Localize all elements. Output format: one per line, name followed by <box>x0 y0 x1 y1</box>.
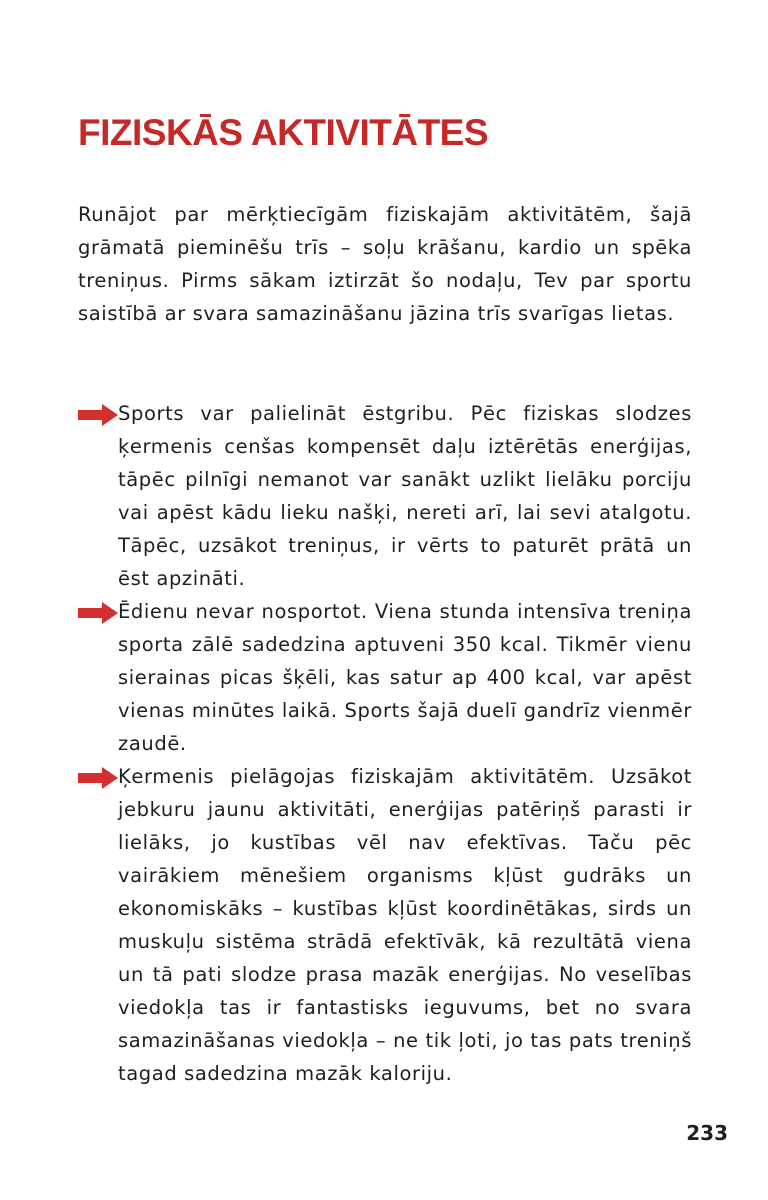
page-number: 233 <box>686 1121 728 1145</box>
bullet-text: Ķermenis pielāgojas fiziskajām aktivitātēm. Uzsākot jebkuru jaunu aktivitāti, enerģijas patēriņš parasti ir lielāks, jo kustības vēl nav efektīvas. Taču pēc vairākiem mēnešiem organisms kļūst gudrāks un ekonomiskāks – kustības kļūst koordinētākas, sirds un muskuļu sistēma strādā efektīvāk, kā rezultātā viena un tā pati slodze prasa mazāk enerģijas. No veselības viedokļa tas ir fantastisks ieguvums, bet no svara samazināšanas viedokļa – ne tik ļoti, jo tas pats treniņš tagad sadedzina mazāk kaloriju. <box>118 765 692 1085</box>
intro-paragraph: Runājot par mērķtiecīgām fiziskajām aktivitātēm, šajā grāmatā pieminēšu trīs – soļu krāšanu, kardio un spēka treniņus. Pirms sākam iztirzāt šo nodaļu, Tev par sportu saistībā ar svara samazināšanu jāzina trīs svarīgas lietas. <box>78 203 692 325</box>
page-title: FIZISKĀS AKTIVITĀTES <box>78 112 489 153</box>
arrow-right-icon <box>78 602 118 624</box>
list-item <box>78 760 692 1090</box>
bullet-text: Ēdienu nevar nosportot. Viena stunda intensīva treniņa sporta zālē sadedzina aptuveni 350 kcal. Tikmēr vienu sierainas picas šķēli, kas satur ap 400 kcal, var apēst vienas minūtes laikā. Sports šajā duelī gandrīz vienmēr zaudē. <box>118 600 692 755</box>
arrow-right-icon <box>78 404 118 426</box>
list-item <box>78 397 692 595</box>
bullet-list <box>78 397 692 1090</box>
list-item <box>78 595 692 760</box>
arrow-right-icon <box>78 767 118 789</box>
bullet-text: Sports var palielināt ēstgribu. Pēc fiziskas slodzes ķermenis cenšas kompensēt daļu iztērētās enerģijas, tāpēc pilnīgi nemanot var sanākt uzlikt lielāku porciju vai apēst kādu lieku našķi, nereti arī, lai sevi atalgotu. Tāpēc, uzsākot treniņus, ir vērts to paturēt prātā un ēst apzināti. <box>118 402 692 590</box>
